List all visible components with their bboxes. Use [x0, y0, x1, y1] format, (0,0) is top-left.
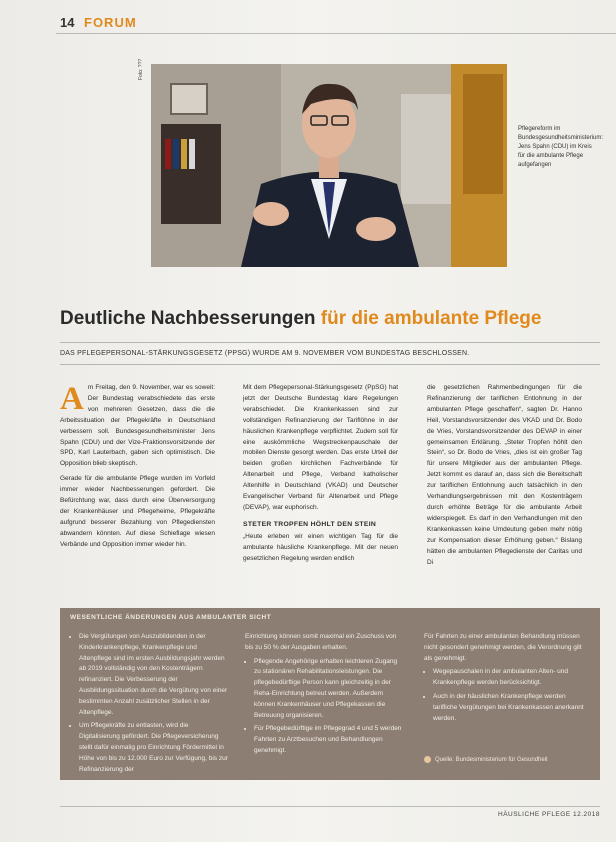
footer-issue: HÄUSLICHE PFLEGE 12.2018 [498, 811, 600, 818]
list-item: • Um Pflegekräfte zu entlasten, wird die Digitalisierung gefördert. Die Pflegeversicherung stellt dafür einmalig pro Einrichtung Fördermittel in Höhe von bis zu 12.000 Euro zur Verfügung, bis zur Refinanzierung der [79, 721, 230, 775]
list-item: Für Fahrten zu einer ambulanten Behandlung müssen nicht gesondert genehmigt werden, die Verordnung gilt als genehmigt. [424, 633, 582, 662]
text-column-2 [243, 383, 398, 569]
text-column-3 [427, 383, 582, 572]
politician-photo [151, 64, 507, 267]
article-photo [151, 64, 507, 267]
box-title: WESENTLICHE ÄNDERUNGEN AUS AMBULANTER SICHT [70, 614, 272, 621]
box-column-3 [424, 632, 584, 727]
paragraph: Gerade für die ambulante Pflege wurden im Vorfeld immer wieder Nachbesserungen gefordert. Die Befürchtung war, dass durch eine Überversorgung der Krankenhäuser und Pflegeheime, Pflegekräfte aufgrund besserer Bezahlung von Pflegediensten abwandern könnten. Auf diese Schieflage wiesen Verbände und Opposition immer wieder hin. [60, 475, 215, 548]
box-source: Quelle: Bundesministerium für Gesundheit [424, 756, 548, 763]
paragraph: Am Freitag, den 9. November, war es soweit: Der Bundestag verabschiedete das erste von mehreren Gesetzen, dass die die Arbeitssituation der Pflegekräfte in Deutschland verbessern soll. Bundesgesundheitsminister Jens Spahn (CDU) und der Vize-Fraktionsvorsitzende der SPD, Karl Lauterbach, gaben sich optimistisch. Die Opposition blieb skeptisch. [60, 381, 215, 468]
photo-caption: Pflegereform im Bundesgesundheitsministerium: Jens Spahn (CDU) im Kreis für die ambulante Pflege aufgefangen [518, 126, 604, 168]
box-column-1 [70, 632, 230, 778]
headline-main: Deutliche Nachbesserungen [60, 308, 321, 329]
subheading: STETER TROPFEN HÖHLT DEN STEIN [243, 520, 377, 528]
article-headline [60, 308, 541, 330]
paragraph: die gesetzlichen Rahmenbedingungen für die Refinanzierung der tariflichen Entlohnung in der ambulanten Pflege geschaffen“, sagten Dr. Hanno Heil, Vorstandsvorsitzender des VKAD und Dr. Bodo de Vries, Vorstandsvorsitzender des DEVAP in einer gemeinsamen Erklärung. „Steter Tropfen höhlt den Stein“, so Dr. Bodo de Vries, „dies ist ein großer Tag für unsere Mitglieder aus der ambulanten Pflege. Jetzt kommt es darauf an, dass sich die Bereitschaft zur tariflichen Entlohnung auch tatsächlich in den Verhandlungsergebnissen mit den Kostenträgern durch erhöhte Beträge für die ambulante Arbeit widerspiegelt. Es darf in den Verhandlungen mit den Krankenkassen keine Umdeutung geben mehr nötig zur Kompensation dieser Erhöhung geben.“ Bislang hätten die ambulanten Pflegedienste der Caritas und Di [427, 384, 582, 566]
drop-cap: A [60, 381, 84, 417]
paragraph: Mit dem Pflegepersonal-Stärkungsgesetz (PpSG) hat jetzt der Deutsche Bundestag klare Regelungen verabschiedet. Die Krankenkassen sind zur vollständigen Refinanzierung der Tariflöhne in der häuslichen Krankenpflege verpflichtet. Zudem soll für eine auskömmliche Wegstreckenpauschale der mobilen Dienste gesorgt werden. Das erste Urteil der beiden großen kirchlichen Fachverbände für Altenarbeit und Pflege, Verband katholischer Altenhilfe in Deutschland (VKAD) und Deutscher Evangelischer Verband für Altenarbeit und Pflege (DEVAP), war euphorisch. [243, 384, 398, 511]
list-item: Einrichtung können somit maximal ein Zuschuss von bis zu 50 % der Ausgaben erhalten. [245, 633, 397, 651]
summary-box [60, 608, 600, 780]
check-icon [424, 756, 431, 763]
list-item: • Wegepauschalen in der ambulanten Alten- und Krankenpflege werden berücksichtigt. [433, 667, 584, 689]
section-label: FORUM [84, 15, 137, 30]
footer-rule [60, 806, 600, 807]
lede-rule-bottom [60, 364, 600, 365]
list-item: • Für Pflegebedürftige im Pflegegrad 4 und 5 werden Fahrten zu Arztbesuchen und Behandlungen genehmigt. [254, 724, 405, 756]
list-item: • Die Vergütungen von Auszubildenden in der Kinderkrankenpflege, Krankenpflege und Altenpflege sind im ersten Ausbildungsjahr werden ab 2019 vollständig von den Kostenträgern refinanziert. Die Verbesserung der Ausbildungssituation durch die Vergütung von einer bestimmten Anzahl zusätzlicher Stellen in der Altenpflege. [79, 632, 230, 718]
photo-credit: Foto: ??? [138, 58, 144, 80]
list-item: • Pflegende Angehörige erhalten leichteren Zugang zu stationären Rehabilitationsleistungen. Die pflegebedürftige Person kann gleichzeitig in der Reha-Einrichtung betreut werden. Außerdem können Krankenhäuser und Pflegekassen die Betreuung organisieren. [254, 657, 405, 722]
text-column-1 [60, 383, 215, 555]
page-number: 14 [60, 15, 75, 30]
headline-highlight: für die ambulante Pflege [320, 308, 542, 329]
article-lede: DAS PFLEGEPERSONAL-STÄRKUNGSGESETZ (PPSG) WURDE AM 9. NOVEMBER VOM BUNDESTAG BESCHLOSSEN. [60, 350, 470, 357]
header-rule [56, 33, 616, 34]
list-item: • Auch in der häuslichen Krankenpflege werden tarifliche Vergütungen bei Krankenkassen anerkannt werden. [433, 692, 584, 724]
lede-rule-top [60, 342, 600, 343]
paragraph: „Heute erleben wir einen wichtigen Tag für die ambulante häusliche Krankenpflege. Mit der neuen gesetzlichen Regelung werden endlich [243, 532, 398, 562]
box-column-2 [245, 632, 405, 760]
